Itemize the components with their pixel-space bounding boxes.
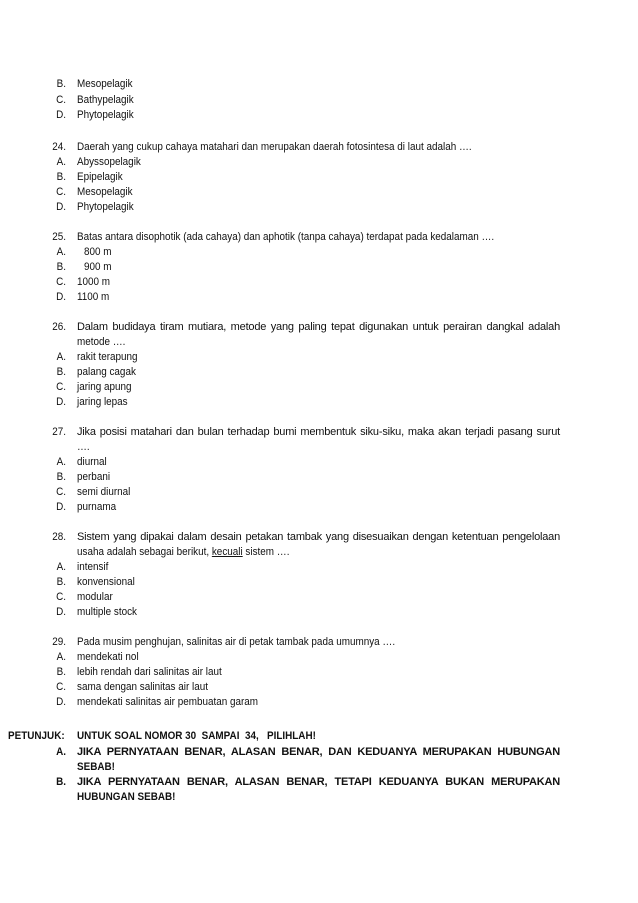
option-letter: B. — [56, 171, 66, 183]
question-text: Batas antara disophotik (ada cahaya) dan aphotik (tanpa cahaya) terdapat pada kedalaman …. — [77, 231, 495, 243]
instruction-option-text: JIKA PERNYATAAN BENAR, ALASAN BENAR, TETAPI KEDUANYA BUKAN MERUPAKAN — [77, 776, 560, 788]
option-text: Phytopelagik — [77, 201, 134, 213]
option-text: Mesopelagik — [77, 186, 133, 198]
option-text: 800 m — [84, 246, 112, 258]
option-letter: A. — [56, 456, 66, 468]
question-text-cont: …. — [77, 441, 90, 453]
option-text: mendekati nol — [77, 651, 139, 663]
option-letter: D. — [56, 109, 66, 121]
option-letter: D. — [56, 396, 66, 408]
option-text: Mesopelagik — [77, 78, 133, 90]
instruction-option-text-cont: SEBAB! — [77, 761, 115, 773]
question-number: 24. — [52, 141, 66, 153]
option-text: perbani — [77, 471, 111, 483]
option-letter: D. — [56, 501, 66, 513]
question-number: 26. — [52, 321, 66, 333]
option-letter: C. — [56, 591, 66, 603]
option-letter: C. — [56, 381, 66, 393]
question-number: 28. — [52, 531, 66, 543]
option-letter: B. — [56, 576, 66, 588]
option-text: rakit terapung — [77, 351, 138, 363]
option-text: multiple stock — [77, 606, 137, 618]
option-text: Abyssopelagik — [77, 156, 141, 168]
option-text: jaring lepas — [77, 396, 128, 408]
option-text: lebih rendah dari salinitas air laut — [77, 666, 222, 678]
option-letter: C. — [56, 486, 66, 498]
option-text: jaring apung — [77, 381, 132, 393]
question-text-cont: metode …. — [77, 336, 126, 348]
instruction-option-text: JIKA PERNYATAAN BENAR, ALASAN BENAR, DAN KEDUANYA MERUPAKAN HUBUNGAN — [77, 746, 560, 758]
option-letter: B. — [56, 78, 66, 90]
option-letter: D. — [56, 201, 66, 213]
option-text: Epipelagik — [77, 171, 123, 183]
option-letter: D. — [56, 606, 66, 618]
option-text: intensif — [77, 561, 109, 573]
option-letter: C. — [56, 94, 66, 106]
question-number: 29. — [52, 636, 66, 648]
question-number: 27. — [52, 426, 66, 438]
option-text: 1000 m — [77, 276, 111, 288]
instruction-text: UNTUK SOAL NOMOR 30 SAMPAI 34, PILIHLAH! — [77, 730, 316, 742]
option-letter: A. — [56, 246, 66, 258]
instruction-option-letter: A. — [56, 746, 66, 758]
option-letter: D. — [56, 696, 66, 708]
question-text: Daerah yang cukup cahaya matahari dan merupakan daerah fotosintesa di laut adalah …. — [77, 141, 472, 153]
option-text: sama dengan salinitas air laut — [77, 681, 208, 693]
option-text: 1100 m — [77, 291, 110, 303]
question-text-cont — [77, 545, 289, 559]
option-text: modular — [77, 591, 113, 603]
question-text-part: sistem …. — [242, 546, 290, 558]
option-text: palang cagak — [77, 366, 136, 378]
option-text: Bathypelagik — [77, 94, 134, 106]
option-letter: C. — [56, 186, 66, 198]
option-text: purnama — [77, 501, 117, 513]
question-text: Dalam budidaya tiram mutiara, metode yang paling tepat digunakan untuk perairan dangkal adalah — [77, 321, 560, 333]
instruction-option-text-cont: HUBUNGAN SEBAB! — [77, 791, 176, 803]
exception-word: kecuali — [211, 546, 243, 558]
option-letter: D. — [56, 291, 66, 303]
question-number: 25. — [52, 231, 66, 243]
option-letter: A. — [56, 651, 66, 663]
option-letter: B. — [56, 471, 66, 483]
option-letter: C. — [56, 276, 66, 288]
option-letter: A. — [56, 156, 66, 168]
option-letter: A. — [56, 561, 66, 573]
question-text: Jika posisi matahari dan bulan terhadap bumi membentuk siku-siku, maka akan terjadi pasang surut — [77, 426, 560, 438]
option-text: mendekati salinitas air pembuatan garam — [77, 696, 259, 708]
option-text: konvensional — [77, 576, 135, 588]
option-text: semi diurnal — [77, 486, 131, 498]
option-letter: A. — [56, 351, 66, 363]
option-text: Phytopelagik — [77, 109, 134, 121]
question-text: Pada musim penghujan, salinitas air di petak tambak pada umumnya …. — [77, 636, 396, 648]
option-text: diurnal — [77, 456, 107, 468]
instruction-label: PETUNJUK: — [8, 730, 65, 742]
option-letter: C. — [56, 681, 66, 693]
question-text: Sistem yang dipakai dalam desain petakan tambak yang disesuaikan dengan ketentuan pengelolaan — [77, 531, 560, 543]
instruction-option-letter: B. — [56, 776, 66, 788]
option-letter: B. — [56, 366, 66, 378]
option-text: 900 m — [84, 261, 112, 273]
option-letter: B. — [56, 666, 66, 678]
question-text-part: usaha adalah sebagai berikut, — [77, 546, 212, 558]
option-letter: B. — [56, 261, 66, 273]
